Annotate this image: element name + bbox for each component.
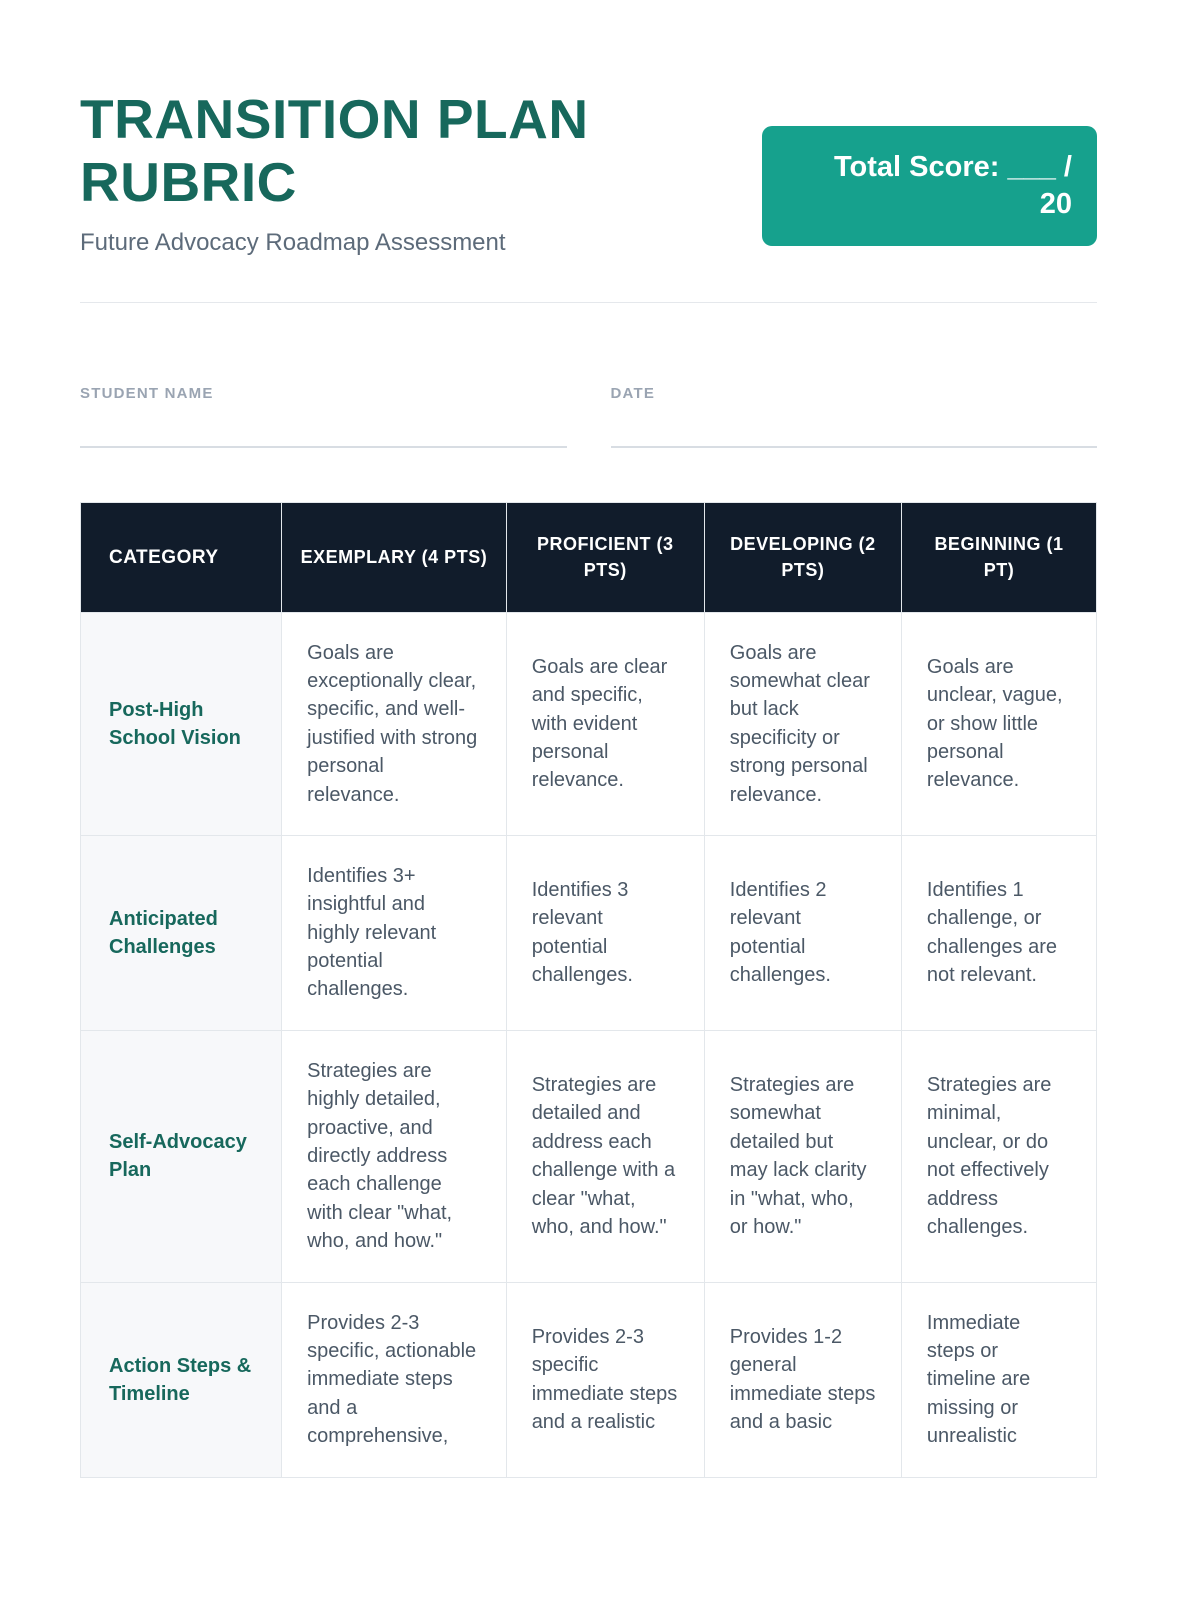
rubric-cell: Provides 2-3 specific immediate steps and a realistic [506, 1282, 704, 1477]
date-field [611, 385, 1098, 448]
rubric-cell: Goals are clear and specific, with evident personal relevance. [506, 612, 704, 835]
rubric-cell: Immediate steps or timeline are missing or unrealistic [901, 1282, 1096, 1477]
category-cell: Anticipated Challenges [81, 835, 282, 1030]
rubric-cell: Goals are unclear, vague, or show little personal relevance. [901, 612, 1096, 835]
rubric-cell: Identifies 3 relevant potential challenges. [506, 835, 704, 1030]
total-score-max: 20 [1039, 188, 1072, 221]
column-header-exemplary: EXEMPLARY (4 PTS) [282, 503, 507, 612]
rubric-cell: Identifies 3+ insightful and highly relevant potential challenges. [282, 835, 507, 1030]
table-row [81, 612, 1097, 835]
header-divider [80, 302, 1097, 303]
page-header [80, 88, 1097, 257]
rubric-cell: Strategies are detailed and address each challenge with a clear "what, who, and how." [506, 1030, 704, 1282]
table-row [81, 1030, 1097, 1282]
rubric-cell: Provides 1-2 general immediate steps and a basic [704, 1282, 901, 1477]
column-header-developing: DEVELOPING (2 PTS) [704, 503, 901, 612]
rubric-table [80, 502, 1097, 1477]
column-header-category: CATEGORY [81, 503, 282, 612]
rubric-cell: Strategies are minimal, unclear, or do not effectively address challenges. [901, 1030, 1096, 1282]
page-subtitle: Future Advocacy Roadmap Assessment [80, 229, 506, 257]
rubric-cell: Strategies are somewhat detailed but may lack clarity in "what, who, or how." [704, 1030, 901, 1282]
column-header-beginning: BEGINNING (1 PT) [901, 503, 1096, 612]
table-row [81, 1282, 1097, 1477]
table-header-row [81, 503, 1097, 612]
rubric-cell: Goals are exceptionally clear, specific, and well-justified with strong personal relevance. [282, 612, 507, 835]
form-row [80, 385, 1097, 448]
student-name-label: STUDENT NAME [80, 385, 214, 403]
rubric-page [80, 0, 1097, 1478]
column-header-proficient: PROFICIENT (3 PTS) [506, 503, 704, 612]
total-score-label: Total Score: ___ / [834, 151, 1072, 183]
date-input[interactable] [611, 446, 1098, 448]
category-cell: Self-Advocacy Plan [81, 1030, 282, 1282]
title-block [80, 88, 730, 257]
rubric-cell: Identifies 1 challenge, or challenges are not relevant. [901, 835, 1096, 1030]
total-score-badge [762, 126, 1097, 246]
rubric-cell: Provides 2-3 specific, actionable immediate steps and a comprehensive, [282, 1282, 507, 1477]
page-title: TRANSITION PLAN RUBRIC [80, 88, 589, 213]
rubric-cell: Identifies 2 relevant potential challenges. [704, 835, 901, 1030]
category-cell: Action Steps & Timeline [81, 1282, 282, 1477]
rubric-cell: Goals are somewhat clear but lack specificity or strong personal relevance. [704, 612, 901, 835]
rubric-cell: Strategies are highly detailed, proactive, and directly address each challenge with clear "what, who, and how." [282, 1030, 507, 1282]
student-name-field [80, 385, 567, 448]
category-cell: Post-High School Vision [81, 612, 282, 835]
student-name-input[interactable] [80, 446, 567, 448]
table-row [81, 835, 1097, 1030]
date-label: DATE [610, 385, 656, 403]
